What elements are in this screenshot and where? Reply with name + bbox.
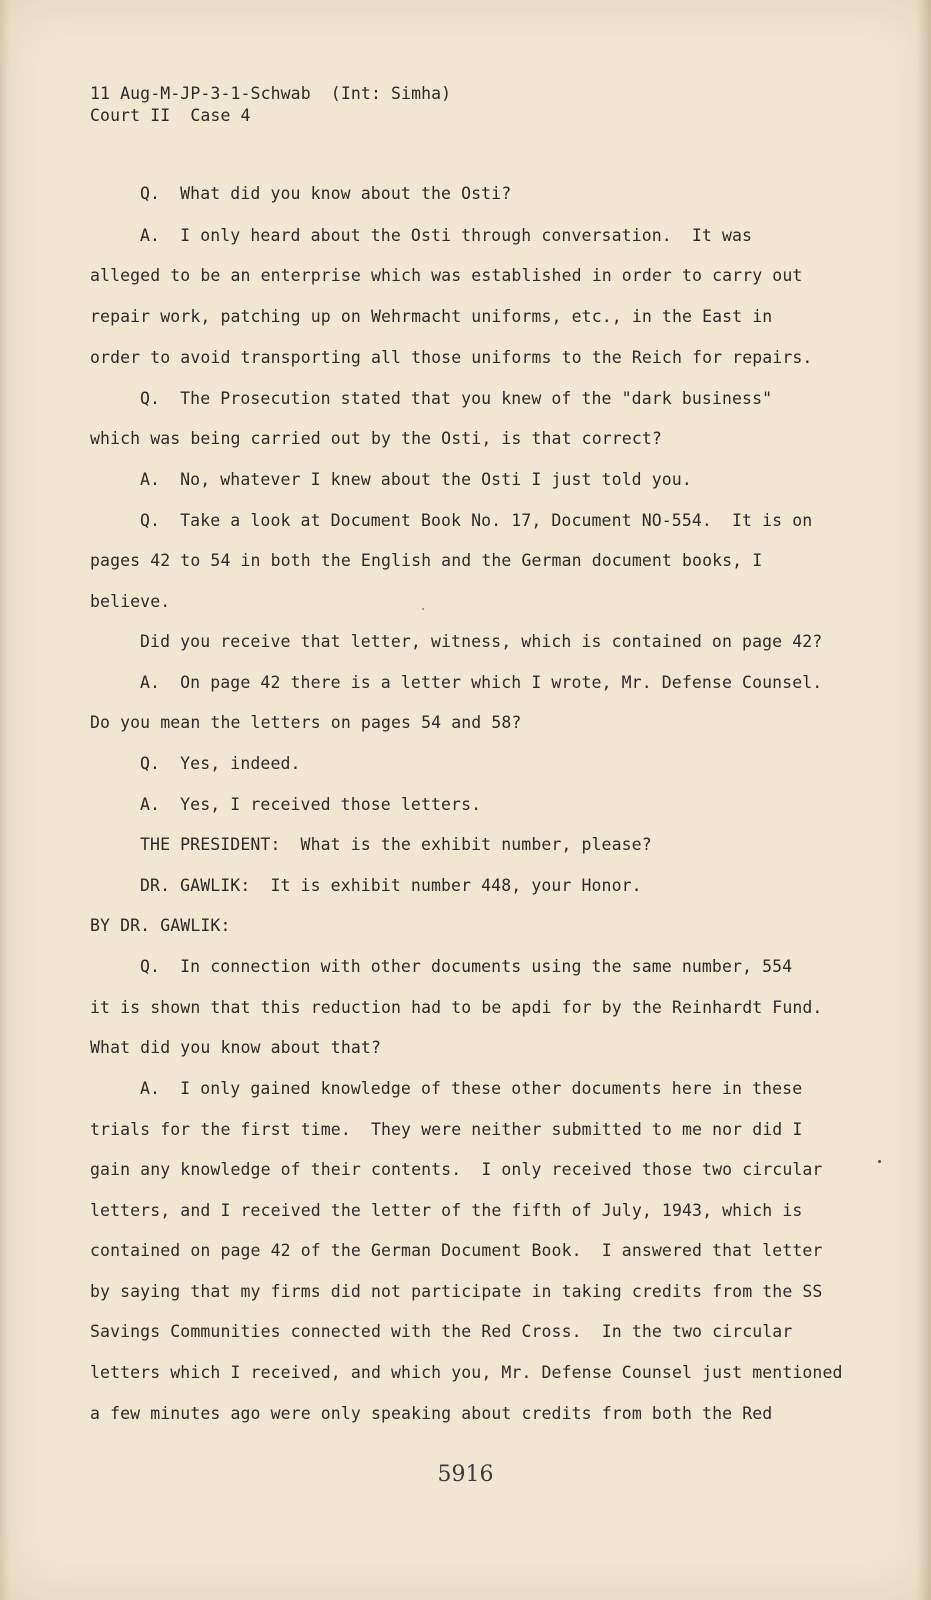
- page-number: 5916: [437, 1462, 494, 1487]
- transcript-line: gain any knowledge of their contents. I only received those two circular: [90, 1160, 823, 1179]
- transcript-line: a few minutes ago were only speaking about credits from both the Red: [90, 1404, 773, 1423]
- transcript-line: A. I only gained knowledge of these other documents here in these: [140, 1079, 803, 1098]
- header-case-reference: 11 Aug-M-JP-3-1-Schwab (Int: Simha): [90, 84, 452, 103]
- transcript-line: repair work, patching up on Wehrmacht uniforms, etc., in the East in: [90, 307, 773, 326]
- transcript-line: THE PRESIDENT: What is the exhibit number, please?: [140, 835, 652, 854]
- transcript-line: alleged to be an enterprise which was established in order to carry out: [90, 266, 803, 285]
- transcript-line: trials for the first time. They were neither submitted to me nor did I: [90, 1120, 803, 1139]
- paper-speck: [422, 608, 424, 610]
- transcript-line: BY DR. GAWLIK:: [90, 916, 231, 935]
- transcript-line: Q. Take a look at Document Book No. 17, Document NO-554. It is on: [140, 511, 813, 530]
- transcript-line: Q. What did you know about the Osti?: [140, 184, 512, 203]
- transcript-line: by saying that my firms did not participate in taking credits from the SS: [90, 1282, 823, 1301]
- transcript-line: pages 42 to 54 in both the English and the German document books, I: [90, 551, 763, 570]
- transcript-line: Q. The Prosecution stated that you knew of the "dark business": [140, 389, 773, 408]
- paper-speck: [878, 1160, 881, 1163]
- transcript-line: DR. GAWLIK: It is exhibit number 448, your Honor.: [140, 876, 642, 895]
- header-court: Court II Case 4: [90, 106, 251, 125]
- transcript-line: Did you receive that letter, witness, which is contained on page 42?: [140, 632, 823, 651]
- transcript-line: it is shown that this reduction had to be apdi for by the Reinhardt Fund.: [90, 998, 823, 1017]
- transcript-line: believe.: [90, 592, 171, 611]
- transcript-line: Q. In connection with other documents using the same number, 554: [140, 957, 793, 976]
- transcript-line: A. On page 42 there is a letter which I wrote, Mr. Defense Counsel.: [140, 673, 823, 692]
- transcript-line: A. I only heard about the Osti through conversation. It was: [140, 226, 753, 245]
- transcript-line: letters, and I received the letter of the fifth of July, 1943, which is: [90, 1201, 803, 1220]
- transcript-line: A. Yes, I received those letters.: [140, 795, 482, 814]
- transcript-line: which was being carried out by the Osti, is that correct?: [90, 429, 662, 448]
- transcript-line: Q. Yes, indeed.: [140, 754, 301, 773]
- transcript-line: What did you know about that?: [90, 1038, 381, 1057]
- page-edge-right: [917, 0, 931, 1600]
- page-edge-left: [0, 0, 10, 1600]
- transcript-line: Savings Communities connected with the Red Cross. In the two circular: [90, 1322, 793, 1341]
- transcript-line: order to avoid transporting all those uniforms to the Reich for repairs.: [90, 348, 813, 367]
- transcript-line: A. No, whatever I knew about the Osti I just told you.: [140, 470, 692, 489]
- transcript-line: contained on page 42 of the German Document Book. I answered that letter: [90, 1241, 823, 1260]
- transcript-line: letters which I received, and which you, Mr. Defense Counsel just mentioned: [90, 1363, 843, 1382]
- transcript-line: Do you mean the letters on pages 54 and 58?: [90, 713, 522, 732]
